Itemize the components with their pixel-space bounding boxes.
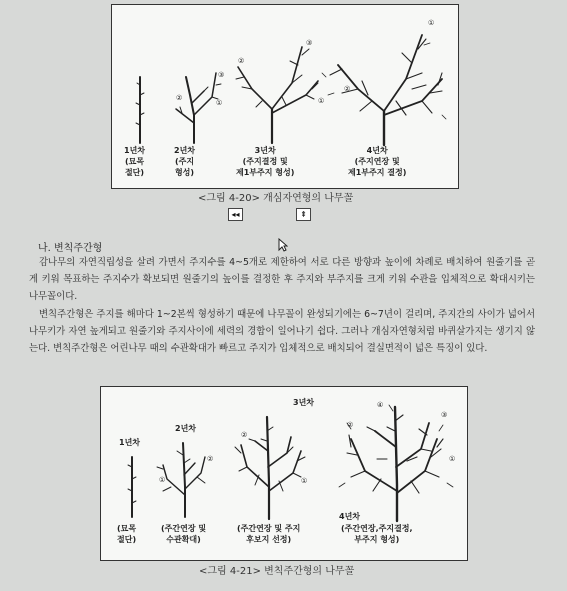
paragraph-2: 변칙주간형은 주지를 해마다 1~2본씩 형성하기 때문에 나무꼴이 완성되기에는 6~7년이 걸리며, 주지간의 사이가 넓어서 나무키가 자연 높게되고 원줄기와 주지사이에 세력의 경합이 일어나기 쉽다. 그러나 개심자연형처럼 바퀴살가지는 생기지 않는다. 변칙주간형은 어린나무 때의 수관확대가 빠르고 주지가 입체적으로 배치되어 결실면적이 넓은 특징이 있다. <box>29 309 535 354</box>
marker-1: ① <box>449 455 456 463</box>
marker-2: ② <box>176 94 183 102</box>
figure-open-center <box>111 4 459 189</box>
section-heading: 나. 변칙주간형 <box>38 243 103 254</box>
marker-2: ② <box>344 85 351 93</box>
tree-year4 <box>322 19 446 145</box>
figure-modified-leader <box>100 386 468 561</box>
tree-label-year2: (주간연장 및 수관확대) <box>161 524 207 544</box>
cursor-icon <box>278 238 288 252</box>
tree-year3 <box>236 39 324 143</box>
marker-1: ① <box>159 476 166 484</box>
marker-1: ① <box>216 99 223 107</box>
tree-year-year1: 1년차 <box>119 438 141 447</box>
marker-1: ① <box>301 477 308 485</box>
tree-label-year4: 4년차 (주지연장 및 제1부주지 결정) <box>348 146 407 177</box>
tree-label-year1: (묘목 절단) <box>117 524 137 544</box>
tree-label-year1: 1년차 (묘목 절단) <box>124 146 146 177</box>
tree-year2 <box>157 443 213 517</box>
tree-year4 <box>339 401 455 521</box>
marker-3: ③ <box>441 411 448 419</box>
tree-year1 <box>128 457 136 517</box>
top-button[interactable]: ⇞ <box>296 208 311 221</box>
marker-1: ① <box>428 19 435 27</box>
marker-3: ③ <box>218 71 225 79</box>
tree-year-year3: 3년차 <box>293 398 315 407</box>
marker-3: ③ <box>306 39 313 47</box>
tree-year3 <box>235 417 307 519</box>
marker-2: ② <box>207 455 214 463</box>
tree-year-year4: 4년차 <box>339 512 361 521</box>
marker-2: ② <box>238 57 245 65</box>
tree-label-year4: (주간연장,주지결정, 부주지 형성) <box>341 524 413 544</box>
tree-label-year3: 3년차 (주지결정 및 제1부주지 형성) <box>236 146 295 177</box>
tree-year1 <box>136 77 144 143</box>
marker-4: ④ <box>377 401 384 409</box>
tree-year2 <box>176 71 224 143</box>
tree-year-year2: 2년차 <box>175 424 197 433</box>
tree-label-year2: 2년차 (주지 형성) <box>174 146 196 177</box>
figure1-caption: <그림 4-20> 개심자연형의 나무꼴 <box>198 193 354 204</box>
marker-2: ② <box>347 421 354 429</box>
back-button[interactable]: ◂◂ <box>228 208 243 221</box>
marker-1: ① <box>318 97 325 105</box>
marker-2: ② <box>241 431 248 439</box>
paragraph-1: 감나무의 자연직립성을 살려 가면서 주지수를 4~5개로 제한하여 서로 다른 방향과 높이에 차례로 배치하여 원줄기를 곧게 키워 목표하는 주지수가 확보되면 원줄기의 높이를 결정한 후 주지와 부주지를 크게 키워 수관을 입체적으로 확대시키는 나무꼴이다. <box>29 257 535 302</box>
figure2-caption: <그림 4-21> 변칙주간형의 나무꼴 <box>199 566 355 577</box>
tree-label-year3: (주간연장 및 주지 후보지 선정) <box>237 524 301 544</box>
